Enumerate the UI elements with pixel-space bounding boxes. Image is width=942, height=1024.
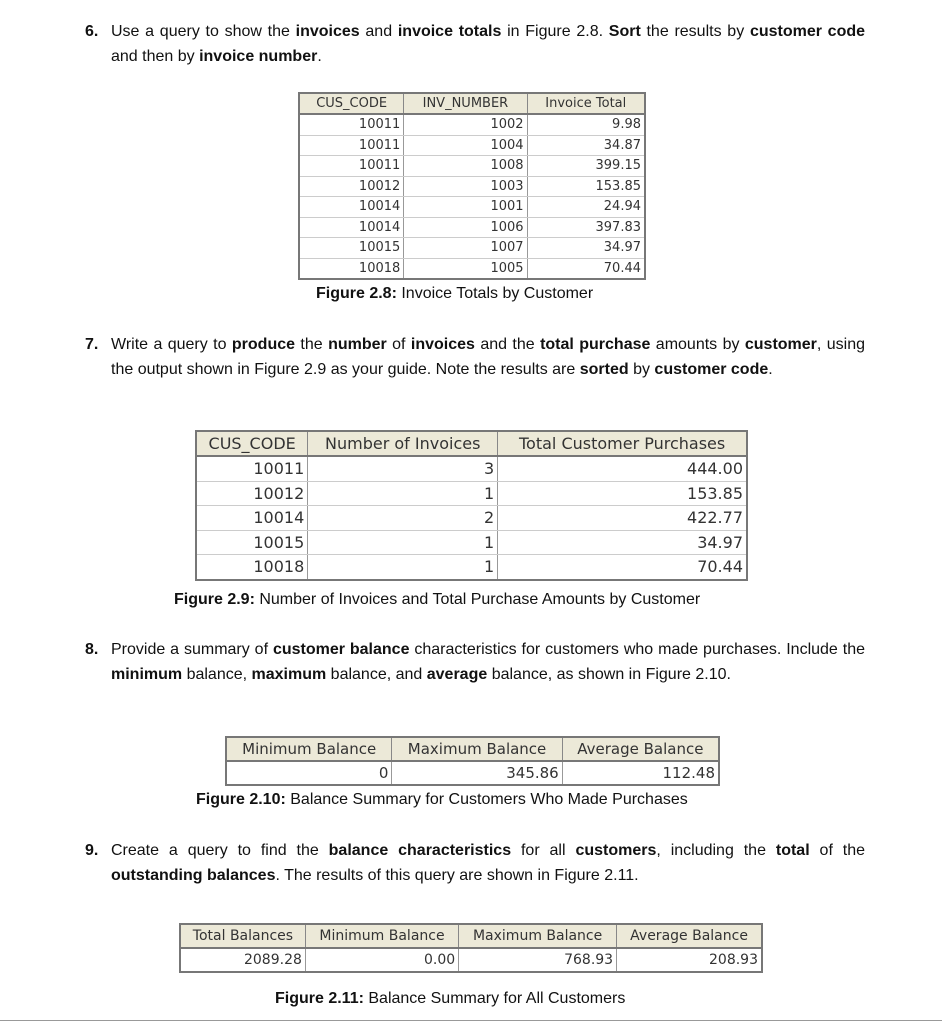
table-cell: 9.98 [527,114,645,135]
table-row [299,176,645,197]
text-segment: of [386,336,411,353]
table-cell: 10011 [299,135,404,156]
table-cell: 1 [308,530,498,555]
bold-text: invoice totals [397,23,502,40]
table-cell: 397.83 [527,217,645,238]
question-text [111,839,865,888]
table-row [196,481,747,506]
table-cell: 10014 [196,506,308,531]
table-row [299,217,645,238]
question-number: 7. [85,336,99,353]
figure-caption-text: Balance Summary for Customers Who Made Purchases [285,791,688,808]
table-cell: 422.77 [498,506,747,531]
column-header: Average Balance [562,737,719,761]
column-header: CUS_CODE [299,93,404,114]
text-segment: balance, and [326,665,427,683]
all-customers-balance-table [179,923,763,973]
column-header: Total Customer Purchases [498,431,747,456]
table-row [299,197,645,218]
table-row [299,135,645,156]
question-7 [85,333,865,382]
header-row [196,431,747,456]
figure-caption [196,791,688,809]
bold-text: total purchase [540,336,651,353]
text-segment: balance, [182,665,252,683]
invoice-count-table [195,430,748,581]
table-cell: 345.86 [392,761,562,785]
column-header: Maximum Balance [459,924,617,948]
text-segment: in Figure 2.8. [501,23,609,40]
bold-text: minimum [111,665,183,683]
page-divider [0,1020,942,1021]
table-cell: 444.00 [498,456,747,481]
column-header: Invoice Total [527,93,645,114]
question-number: 9. [85,842,99,859]
bold-text: sorted [579,360,629,378]
column-header: Total Balances [180,924,305,948]
text-segment: Write a query to [111,336,232,353]
text-segment: Provide a summary of [111,641,273,658]
table-cell: 1004 [404,135,527,156]
question-9 [85,839,865,888]
text-segment: the results by [640,23,750,40]
column-header: Minimum Balance [305,924,458,948]
table-cell: 10014 [299,217,404,238]
table-cell: 10015 [299,238,404,259]
table-row [196,530,747,555]
question-text [111,638,865,687]
text-segment: . [317,47,322,65]
table-cell: 768.93 [459,948,617,972]
bold-text: invoices [295,23,360,40]
table-row [226,761,719,785]
table-cell: 112.48 [562,761,719,785]
table-cell: 153.85 [527,176,645,197]
text-segment: balance, as shown in Figure 2.10. [487,665,731,683]
table-cell: 3 [308,456,498,481]
table-row [299,258,645,279]
table-cell: 0.00 [305,948,458,972]
question-8 [85,638,865,687]
header-row [180,924,762,948]
bold-text: invoices [410,336,475,353]
question-text [111,20,865,69]
figure-caption-text: Number of Invoices and Total Purchase Amounts by Customer [254,591,701,608]
table-row [299,238,645,259]
text-segment: for all [511,842,576,859]
figure-label: Figure 2.9: [174,591,255,608]
bold-text: balance characteristics [328,842,512,859]
bold-text: number [328,336,387,353]
column-header: Number of Invoices [308,431,498,456]
table-cell: 2 [308,506,498,531]
table-cell: 1008 [404,156,527,177]
table-row [180,948,762,972]
table-cell: 10011 [299,114,404,135]
table-cell: 1006 [404,217,527,238]
bold-text: invoice number [199,47,318,65]
text-segment: of the [809,842,866,859]
column-header: CUS_CODE [196,431,308,456]
table-row [196,456,747,481]
text-segment: Create a query to find the [111,842,329,859]
text-segment: the [295,336,329,353]
text-segment: , including the [656,842,776,859]
column-header: Maximum Balance [392,737,562,761]
table-cell: 34.97 [498,530,747,555]
table-cell: 1003 [404,176,527,197]
table-cell: 1005 [404,258,527,279]
table-cell: 0 [226,761,392,785]
table-cell: 1 [308,481,498,506]
table-cell: 10011 [299,156,404,177]
table-cell: 10012 [196,481,308,506]
table-cell: 10015 [196,530,308,555]
table-cell: 1001 [404,197,527,218]
text-segment: Use a query to show the [111,23,296,40]
bold-text: customer [744,336,817,353]
table-row [299,156,645,177]
bold-text: produce [231,336,296,353]
figure-caption-text: Invoice Totals by Customer [396,285,594,302]
column-header: Average Balance [617,924,762,948]
table-row [196,506,747,531]
question-6 [85,20,865,69]
purchaser-balance-table [225,736,720,786]
text-segment: . The results of this query are shown in Figure 2.11. [275,866,639,884]
bold-text: average [426,665,488,683]
column-header: Minimum Balance [226,737,392,761]
invoice-totals-table [298,92,646,280]
table-cell: 10014 [299,197,404,218]
figure-caption [275,990,625,1008]
table-cell: 10011 [196,456,308,481]
figure-caption-text: Balance Summary for All Customers [363,990,626,1007]
text-segment: characteristics for customers who made purchases. Include the [409,641,865,658]
table-cell: 70.44 [527,258,645,279]
bold-text: outstanding balances [111,866,276,884]
bold-text: customer code [654,360,769,378]
table-cell: 24.94 [527,197,645,218]
table-cell: 10018 [196,555,308,580]
text-segment: by [628,360,655,378]
table-cell: 34.87 [527,135,645,156]
question-number: 8. [85,641,99,658]
bold-text: Sort [608,23,641,40]
figure-label: Figure 2.11: [275,990,364,1007]
table-cell: 70.44 [498,555,747,580]
bold-text: total [775,842,810,859]
bold-text: customer balance [272,641,410,658]
table-cell: 153.85 [498,481,747,506]
figure-caption [316,285,593,303]
text-segment: amounts by [650,336,745,353]
question-text [111,333,865,382]
question-number: 6. [85,23,99,40]
figure-label: Figure 2.8: [316,285,397,302]
column-header: INV_NUMBER [404,93,527,114]
table-cell: 2089.28 [180,948,305,972]
table-cell: 399.15 [527,156,645,177]
bold-text: customers [575,842,657,859]
text-segment: and the [474,336,541,353]
figure-caption [174,591,700,609]
header-row [226,737,719,761]
table-row [299,114,645,135]
table-cell: 10018 [299,258,404,279]
text-segment: and then by [111,47,200,65]
text-segment: , using the output shown in Figure 2.9 as your guide. Note the results are [111,336,866,378]
header-row [299,93,645,114]
table-cell: 1007 [404,238,527,259]
table-cell: 1002 [404,114,527,135]
bold-text: maximum [251,665,327,683]
figure-label: Figure 2.10: [196,791,286,808]
text-segment: . [768,360,773,378]
text-segment: and [359,23,398,40]
table-cell: 208.93 [617,948,762,972]
table-row [196,555,747,580]
table-cell: 10012 [299,176,404,197]
bold-text: customer code [749,23,866,40]
table-cell: 1 [308,555,498,580]
table-cell: 34.97 [527,238,645,259]
